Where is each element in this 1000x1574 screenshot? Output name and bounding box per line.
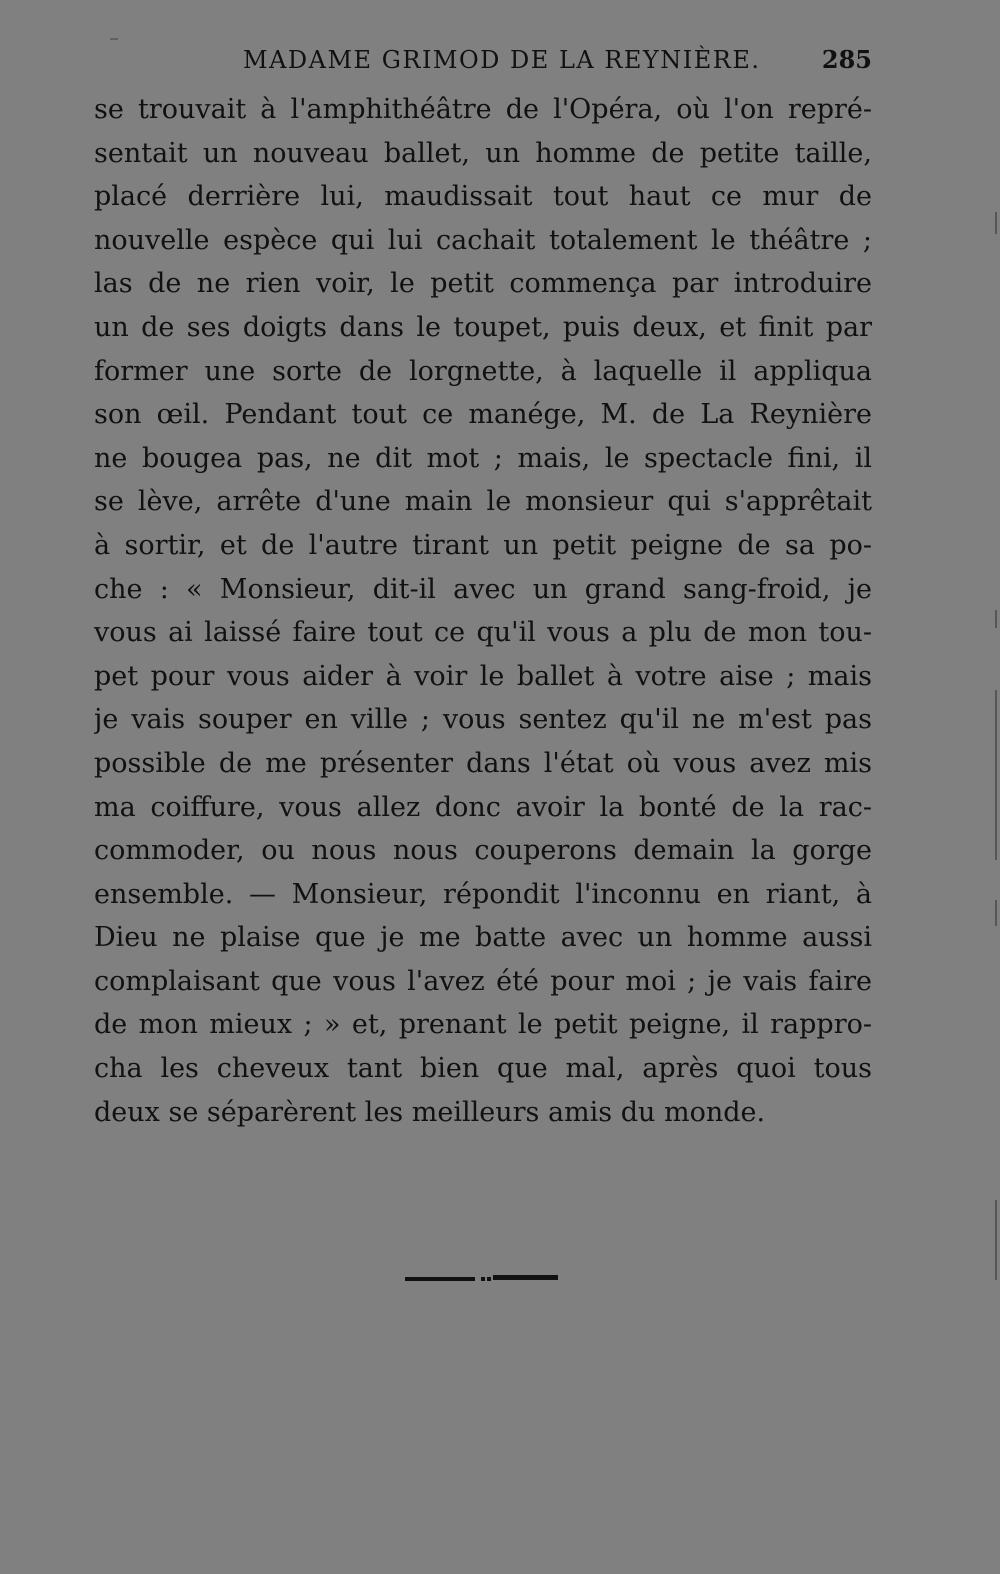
text-line: son œil. Pendant tout ce manége, M. de La Reynière [94, 399, 872, 431]
running-head [96, 40, 872, 80]
text-line: à sortir, et de l'autre tirant un petit peigne de sa po- [94, 529, 872, 561]
text-line: se lève, arrête d'une main le monsieur qui s'apprêtait [94, 486, 872, 518]
text-line: je vais souper en ville ; vous sentez qu'il ne m'est pas [94, 704, 872, 736]
text-line: un de ses doigts dans le toupet, puis deux, et finit par [94, 311, 872, 343]
page-number: 285 [821, 45, 872, 74]
text-line: ensemble. — Monsieur, répondit l'inconnu en riant, à [94, 878, 872, 910]
scan-edge-mark [995, 212, 997, 234]
text-line: de mon mieux ; » et, prenant le petit peigne, il rappro- [94, 1009, 872, 1041]
body-text [94, 88, 872, 1134]
text-line: sentait un nouveau ballet, un homme de petite taille, [94, 137, 872, 169]
text-line: nouvelle espèce qui lui cachait totalement le théâtre ; [94, 224, 872, 256]
text-line: Dieu ne plaise que je me batte avec un homme aussi [94, 922, 872, 954]
text-line: las de ne rien voir, le petit commença par introduire [94, 268, 872, 300]
text-line: deux se séparèrent les meilleurs amis du monde. [94, 1096, 766, 1128]
text-line: commoder, ou nous nous couperons demain la gorge [94, 835, 872, 867]
scan-edge-mark [995, 690, 997, 860]
text-line: cha les cheveux tant bien que mal, après quoi tous [94, 1053, 872, 1085]
text-line: vous ai laissé faire tout ce qu'il vous a plu de mon tou- [94, 617, 872, 649]
text-line: ma coiffure, vous allez donc avoir la bonté de la rac- [94, 791, 872, 823]
text-line: se trouvait à l'amphithéâtre de l'Opéra, où l'on repré- [94, 94, 872, 125]
text-line: former une sorte de lorgnette, à laquelle il appliqua [94, 355, 872, 387]
scan-edge-mark [995, 1200, 997, 1280]
scan-edge-mark [995, 900, 997, 926]
text-line: pet pour vous aider à voir le ballet à votre aise ; mais [94, 660, 872, 692]
running-title: MADAME GRIMOD DE LA REYNIÈRE. [243, 46, 761, 74]
tailpiece-rule-ornament-icon [405, 1271, 558, 1287]
text-line: placé derrière lui, maudissait tout haut ce mur de [94, 181, 872, 213]
text-line: possible de me présenter dans l'état où vous avez mis [94, 747, 872, 779]
text-line: complaisant que vous l'avez été pour moi ; je vais faire [94, 965, 872, 997]
text-line: che : « Monsieur, dit-il avec un grand sang-froid, je [94, 573, 872, 605]
text-line: ne bougea pas, ne dit mot ; mais, le spectacle fini, il [94, 442, 872, 474]
scan-edge-mark [995, 610, 997, 628]
